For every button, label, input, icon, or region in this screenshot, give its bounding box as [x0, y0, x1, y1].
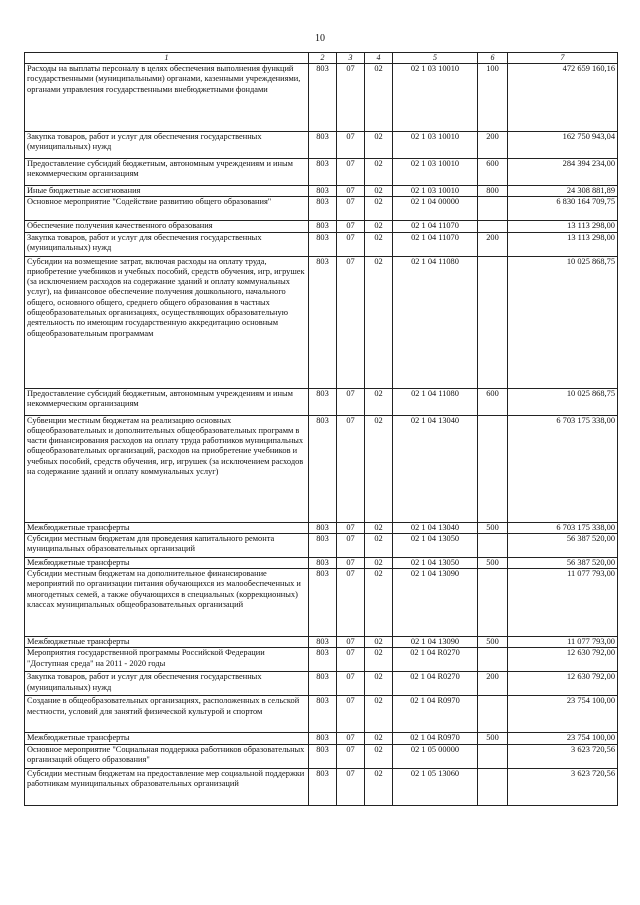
table-row	[25, 768, 618, 805]
row-gr-cell: 803	[309, 648, 337, 672]
row-vr-cell: 600	[478, 388, 508, 415]
row-name-cell: Субвенции местным бюджетам на реализацию основных общеобразовательных и дополнительных общеобразовательных программ в части финансирования расходов на оплату труда работников муниципальных общеобразовательных организаций, расходов на приобретение учебников и учебных пособий, средств обучения, игр, игрушек (за исключением расходов на содержание зданий и оплату коммунальных услуг)	[25, 415, 309, 522]
row-pr-cell: 02	[365, 64, 393, 132]
row-rz-cell: 07	[337, 733, 365, 744]
row-csr-cell: 02 1 04 13040	[393, 415, 478, 522]
row-name-cell: Обеспечение получения качественного образования	[25, 221, 309, 232]
row-csr-cell: 02 1 04 R0270	[393, 648, 478, 672]
row-rz-cell: 07	[337, 672, 365, 696]
row-pr-cell: 02	[365, 768, 393, 805]
table-row	[25, 522, 618, 533]
row-sum-cell: 12 630 792,00	[508, 672, 618, 696]
row-sum-cell: 23 754 100,00	[508, 733, 618, 744]
row-rz-cell: 07	[337, 522, 365, 533]
column-header-vr: 6	[478, 53, 508, 64]
row-sum-cell: 162 750 943,04	[508, 132, 618, 159]
table-row	[25, 256, 618, 388]
row-gr-cell: 803	[309, 388, 337, 415]
row-gr-cell: 803	[309, 672, 337, 696]
table-row	[25, 221, 618, 232]
row-gr-cell: 803	[309, 197, 337, 221]
row-name-cell: Субсидии местным бюджетам на предоставление мер социальной поддержки работникам муниципальных образовательных организаций	[25, 768, 309, 805]
row-name-cell: Субсидии на возмещение затрат, включая расходы на оплату труда, приобретение учебников и учебных пособий, средств обучения, игр, игрушек (за исключением расходов на содержание зданий и оплату коммунальных услуг), на финансовое обеспечение получения дошкольного, начального общего, основного общего, среднего общего образования в частных общеобразовательных организациях, осуществляющих образовательную деятельность по имеющим государственную аккредитацию основным общеобразовательным программам	[25, 256, 309, 388]
table-row	[25, 637, 618, 648]
row-rz-cell: 07	[337, 256, 365, 388]
row-gr-cell: 803	[309, 744, 337, 768]
row-vr-cell: 200	[478, 232, 508, 256]
row-gr-cell: 803	[309, 637, 337, 648]
row-vr-cell	[478, 533, 508, 557]
row-rz-cell: 07	[337, 388, 365, 415]
row-gr-cell: 803	[309, 186, 337, 197]
row-sum-cell: 13 113 298,00	[508, 221, 618, 232]
row-sum-cell: 56 387 520,00	[508, 557, 618, 568]
row-rz-cell: 07	[337, 768, 365, 805]
row-csr-cell: 02 1 04 R0970	[393, 696, 478, 733]
row-rz-cell: 07	[337, 132, 365, 159]
row-gr-cell: 803	[309, 733, 337, 744]
row-pr-cell: 02	[365, 159, 393, 186]
row-csr-cell: 02 1 04 11070	[393, 232, 478, 256]
table-row	[25, 696, 618, 733]
row-gr-cell: 803	[309, 256, 337, 388]
row-name-cell: Расходы на выплаты персоналу в целях обеспечения выполнения функций государственными (муниципальными) органами, казенными учреждениями, органами управления государственными внебюджетными фондами	[25, 64, 309, 132]
row-rz-cell: 07	[337, 232, 365, 256]
row-name-cell: Закупка товаров, работ и услуг для обеспечения государственных (муниципальных) нужд	[25, 672, 309, 696]
row-vr-cell: 600	[478, 159, 508, 186]
row-gr-cell: 803	[309, 696, 337, 733]
row-vr-cell	[478, 696, 508, 733]
row-gr-cell: 803	[309, 64, 337, 132]
row-pr-cell: 02	[365, 733, 393, 744]
row-name-cell: Основное мероприятие "Социальная поддержка работников образовательных организаций общего образования"	[25, 744, 309, 768]
row-csr-cell: 02 1 04 R0270	[393, 672, 478, 696]
row-gr-cell: 803	[309, 159, 337, 186]
row-pr-cell: 02	[365, 557, 393, 568]
row-pr-cell: 02	[365, 637, 393, 648]
row-sum-cell: 24 308 881,89	[508, 186, 618, 197]
table-row	[25, 744, 618, 768]
row-rz-cell: 07	[337, 186, 365, 197]
row-name-cell: Предоставление субсидий бюджетным, автономным учреждениям и иным некоммерческим организациям	[25, 388, 309, 415]
row-csr-cell: 02 1 04 13050	[393, 557, 478, 568]
row-gr-cell: 803	[309, 768, 337, 805]
row-sum-cell: 284 394 234,00	[508, 159, 618, 186]
row-vr-cell	[478, 744, 508, 768]
table-row	[25, 672, 618, 696]
table-row	[25, 733, 618, 744]
row-sum-cell: 3 623 720,56	[508, 768, 618, 805]
row-sum-cell: 6 703 175 338,00	[508, 415, 618, 522]
row-pr-cell: 02	[365, 415, 393, 522]
row-rz-cell: 07	[337, 648, 365, 672]
row-rz-cell: 07	[337, 637, 365, 648]
table-row	[25, 186, 618, 197]
row-name-cell: Межбюджетные трансферты	[25, 557, 309, 568]
row-pr-cell: 02	[365, 672, 393, 696]
row-csr-cell: 02 1 04 R0970	[393, 733, 478, 744]
row-rz-cell: 07	[337, 64, 365, 132]
row-csr-cell: 02 1 05 13060	[393, 768, 478, 805]
table-row	[25, 533, 618, 557]
row-sum-cell: 23 754 100,00	[508, 696, 618, 733]
row-sum-cell: 6 830 164 709,75	[508, 197, 618, 221]
row-vr-cell: 500	[478, 637, 508, 648]
row-name-cell: Основное мероприятие "Содействие развитию общего образования"	[25, 197, 309, 221]
row-vr-cell	[478, 768, 508, 805]
row-name-cell: Закупка товаров, работ и услуг для обеспечения государственных (муниципальных) нужд	[25, 232, 309, 256]
row-vr-cell	[478, 221, 508, 232]
row-csr-cell: 02 1 03 10010	[393, 64, 478, 132]
row-pr-cell: 02	[365, 186, 393, 197]
row-csr-cell: 02 1 04 11080	[393, 388, 478, 415]
table-row	[25, 557, 618, 568]
row-sum-cell: 11 077 793,00	[508, 637, 618, 648]
table-row	[25, 197, 618, 221]
table-row	[25, 569, 618, 637]
row-vr-cell: 500	[478, 733, 508, 744]
row-vr-cell: 500	[478, 522, 508, 533]
row-sum-cell: 6 703 175 338,00	[508, 522, 618, 533]
row-csr-cell: 02 1 03 10010	[393, 159, 478, 186]
table-header-row	[25, 53, 618, 64]
row-sum-cell: 11 077 793,00	[508, 569, 618, 637]
row-rz-cell: 07	[337, 415, 365, 522]
table-row	[25, 64, 618, 132]
row-sum-cell: 472 659 160,16	[508, 64, 618, 132]
row-vr-cell: 100	[478, 64, 508, 132]
row-gr-cell: 803	[309, 557, 337, 568]
row-name-cell: Предоставление субсидий бюджетным, автономным учреждениям и иным некоммерческим организациям	[25, 159, 309, 186]
table-row	[25, 132, 618, 159]
row-vr-cell: 500	[478, 557, 508, 568]
row-sum-cell: 10 025 868,75	[508, 256, 618, 388]
row-sum-cell: 13 113 298,00	[508, 232, 618, 256]
row-rz-cell: 07	[337, 696, 365, 733]
row-sum-cell: 56 387 520,00	[508, 533, 618, 557]
row-vr-cell	[478, 197, 508, 221]
row-gr-cell: 803	[309, 415, 337, 522]
row-pr-cell: 02	[365, 221, 393, 232]
row-csr-cell: 02 1 04 11080	[393, 256, 478, 388]
row-pr-cell: 02	[365, 696, 393, 733]
table-row	[25, 648, 618, 672]
row-vr-cell: 200	[478, 672, 508, 696]
row-vr-cell: 800	[478, 186, 508, 197]
row-vr-cell: 200	[478, 132, 508, 159]
row-csr-cell: 02 1 05 00000	[393, 744, 478, 768]
row-csr-cell: 02 1 04 13090	[393, 569, 478, 637]
row-rz-cell: 07	[337, 744, 365, 768]
row-csr-cell: 02 1 04 13050	[393, 533, 478, 557]
row-name-cell: Закупка товаров, работ и услуг для обеспечения государственных (муниципальных) нужд	[25, 132, 309, 159]
row-pr-cell: 02	[365, 648, 393, 672]
page-number: 10	[315, 33, 325, 44]
row-pr-cell: 02	[365, 232, 393, 256]
row-pr-cell: 02	[365, 522, 393, 533]
row-rz-cell: 07	[337, 533, 365, 557]
table-row	[25, 415, 618, 522]
row-name-cell: Мероприятия государственной программы Российской Федерации "Доступная среда" на 2011 - 2020 годы	[25, 648, 309, 672]
column-header-sum: 7	[508, 53, 618, 64]
row-name-cell: Создание в общеобразовательных организациях, расположенных в сельской местности, условий для занятий физической культурой и спортом	[25, 696, 309, 733]
row-vr-cell	[478, 415, 508, 522]
row-vr-cell	[478, 256, 508, 388]
row-pr-cell: 02	[365, 569, 393, 637]
column-header-rz: 3	[337, 53, 365, 64]
column-header-name: 1	[25, 53, 309, 64]
column-header-csr: 5	[393, 53, 478, 64]
budget-table	[24, 52, 618, 806]
row-pr-cell: 02	[365, 197, 393, 221]
row-gr-cell: 803	[309, 132, 337, 159]
row-gr-cell: 803	[309, 232, 337, 256]
row-sum-cell: 3 623 720,56	[508, 744, 618, 768]
row-name-cell: Иные бюджетные ассигнования	[25, 186, 309, 197]
row-pr-cell: 02	[365, 533, 393, 557]
row-pr-cell: 02	[365, 744, 393, 768]
row-rz-cell: 07	[337, 569, 365, 637]
row-vr-cell	[478, 648, 508, 672]
row-csr-cell: 02 1 03 10010	[393, 132, 478, 159]
row-vr-cell	[478, 569, 508, 637]
row-csr-cell: 02 1 03 10010	[393, 186, 478, 197]
row-name-cell: Межбюджетные трансферты	[25, 637, 309, 648]
row-rz-cell: 07	[337, 159, 365, 186]
row-csr-cell: 02 1 04 13040	[393, 522, 478, 533]
row-csr-cell: 02 1 04 11070	[393, 221, 478, 232]
row-csr-cell: 02 1 04 13090	[393, 637, 478, 648]
table-row	[25, 159, 618, 186]
row-name-cell: Субсидии местным бюджетам на дополнительное финансирование мероприятий по организации питания обучающихся из малообеспеченных и многодетных семей, а также обучающихся в специальных (коррекционных) классах муниципальных общеобразовательных организаций	[25, 569, 309, 637]
table-row	[25, 232, 618, 256]
row-sum-cell: 10 025 868,75	[508, 388, 618, 415]
row-rz-cell: 07	[337, 221, 365, 232]
column-header-gr: 2	[309, 53, 337, 64]
column-header-pr: 4	[365, 53, 393, 64]
row-pr-cell: 02	[365, 256, 393, 388]
row-name-cell: Межбюджетные трансферты	[25, 733, 309, 744]
table-row	[25, 388, 618, 415]
row-pr-cell: 02	[365, 388, 393, 415]
row-gr-cell: 803	[309, 522, 337, 533]
row-name-cell: Межбюджетные трансферты	[25, 522, 309, 533]
row-csr-cell: 02 1 04 00000	[393, 197, 478, 221]
row-gr-cell: 803	[309, 569, 337, 637]
row-gr-cell: 803	[309, 533, 337, 557]
row-name-cell: Субсидии местным бюджетам для проведения капитального ремонта муниципальных образовательных организаций	[25, 533, 309, 557]
row-rz-cell: 07	[337, 557, 365, 568]
row-rz-cell: 07	[337, 197, 365, 221]
row-gr-cell: 803	[309, 221, 337, 232]
row-pr-cell: 02	[365, 132, 393, 159]
row-sum-cell: 12 630 792,00	[508, 648, 618, 672]
